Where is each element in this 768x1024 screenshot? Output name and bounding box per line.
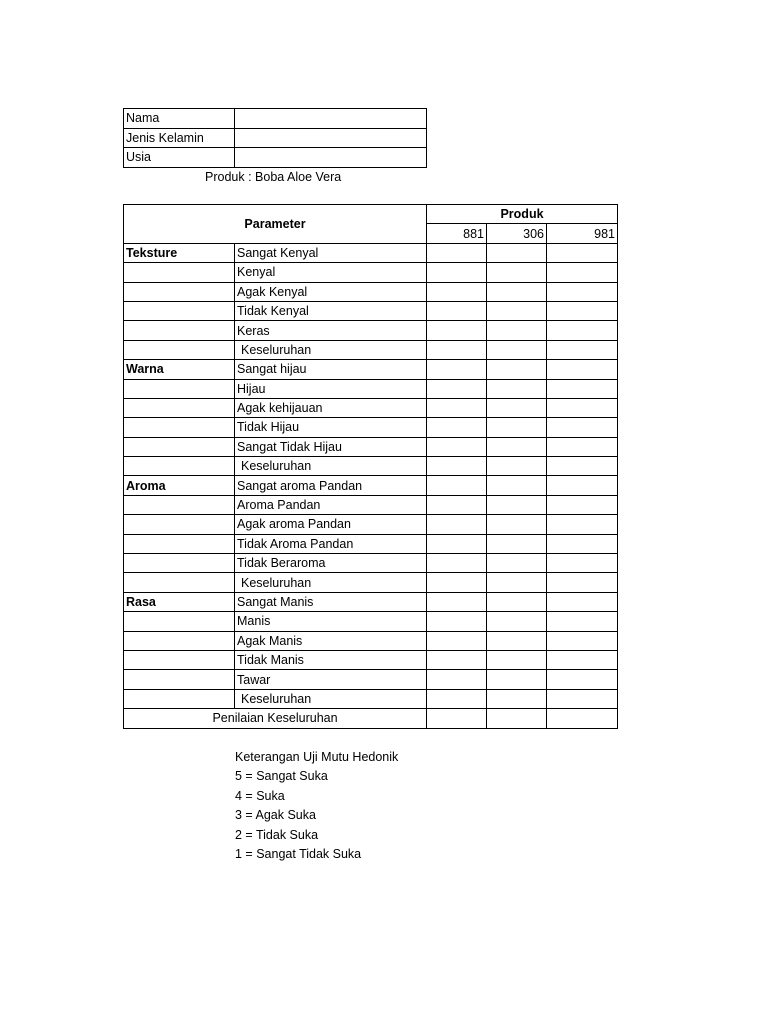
option-row	[124, 437, 618, 456]
group-name-empty	[124, 340, 235, 359]
score-cell[interactable]	[487, 554, 547, 573]
score-cell[interactable]	[547, 689, 618, 708]
group-name-empty	[124, 282, 235, 301]
group-name-empty	[124, 437, 235, 456]
group-name-empty	[124, 612, 235, 631]
legend-item: 5 = Sangat Suka	[235, 769, 328, 784]
option-label: Sangat Kenyal	[235, 243, 427, 262]
group-name: Aroma	[124, 476, 235, 495]
product-code: 306	[487, 224, 547, 243]
option-label: Sangat hijau	[235, 360, 427, 379]
group-name-empty	[124, 689, 235, 708]
overall-row	[124, 573, 618, 592]
hedonic-scoring-table	[123, 204, 618, 729]
legend-item: 2 = Tidak Suka	[235, 827, 319, 842]
group-name-empty	[124, 379, 235, 398]
option-label: Sangat Manis	[235, 592, 427, 611]
option-row	[124, 534, 618, 553]
score-cell[interactable]	[487, 631, 547, 650]
overall-row	[124, 689, 618, 708]
option-row	[124, 515, 618, 534]
group-name: Teksture	[124, 243, 235, 262]
score-cell[interactable]	[487, 321, 547, 340]
group-name-empty	[124, 670, 235, 689]
score-cell[interactable]	[427, 321, 487, 340]
score-cell[interactable]	[487, 515, 547, 534]
option-label: Agak Kenyal	[235, 282, 427, 301]
score-cell[interactable]	[487, 650, 547, 669]
score-cell[interactable]	[427, 437, 487, 456]
score-cell[interactable]	[547, 360, 618, 379]
score-cell[interactable]	[487, 612, 547, 631]
option-label: Tidak Kenyal	[235, 301, 427, 320]
group-name-empty	[124, 301, 235, 320]
score-cell[interactable]	[547, 573, 618, 592]
score-cell[interactable]	[487, 301, 547, 320]
identity-row-jenis-kelamin	[124, 128, 427, 148]
group-name-empty	[124, 321, 235, 340]
score-cell[interactable]	[427, 418, 487, 437]
group-name-empty	[124, 554, 235, 573]
option-label: Tidak Hijau	[235, 418, 427, 437]
score-cell[interactable]	[427, 670, 487, 689]
score-cell[interactable]	[547, 263, 618, 282]
score-cell[interactable]	[487, 360, 547, 379]
option-label: Agak kehijauan	[235, 398, 427, 417]
option-row	[124, 554, 618, 573]
legend-title: Keterangan Uji Mutu Hedonik	[235, 750, 399, 764]
identity-value-field[interactable]	[235, 128, 427, 148]
option-row	[124, 398, 618, 417]
product-caption: Produk : Boba Aloe Vera	[205, 170, 342, 184]
option-row	[124, 263, 618, 282]
score-cell[interactable]	[487, 437, 547, 456]
overall-label: Keseluruhan	[235, 340, 427, 359]
group-name-empty	[124, 534, 235, 553]
legend-item: 4 = Suka	[235, 788, 285, 803]
score-cell[interactable]	[547, 670, 618, 689]
score-cell[interactable]	[487, 418, 547, 437]
score-cell[interactable]	[547, 650, 618, 669]
score-cell[interactable]	[547, 301, 618, 320]
legend-item: 3 = Agak Suka	[235, 808, 316, 823]
score-cell[interactable]	[547, 709, 618, 728]
group-name-empty	[124, 573, 235, 592]
score-cell[interactable]	[547, 554, 618, 573]
score-cell[interactable]	[427, 379, 487, 398]
identity-value-field[interactable]	[235, 109, 427, 129]
option-row	[124, 650, 618, 669]
option-row	[124, 360, 618, 379]
score-cell[interactable]	[487, 573, 547, 592]
option-row	[124, 379, 618, 398]
group-name-empty	[124, 263, 235, 282]
option-row	[124, 282, 618, 301]
option-label: Agak aroma Pandan	[235, 515, 427, 534]
score-cell[interactable]	[547, 398, 618, 417]
score-cell[interactable]	[427, 340, 487, 359]
option-row	[124, 301, 618, 320]
group-name-empty	[124, 457, 235, 476]
score-cell[interactable]	[547, 612, 618, 631]
identity-row-usia	[124, 148, 427, 168]
score-cell[interactable]	[427, 554, 487, 573]
option-label: Agak Manis	[235, 631, 427, 650]
score-cell[interactable]	[427, 631, 487, 650]
score-cell[interactable]	[427, 573, 487, 592]
score-cell[interactable]	[487, 689, 547, 708]
overall-label: Keseluruhan	[235, 457, 427, 476]
option-row	[124, 418, 618, 437]
score-cell[interactable]	[487, 534, 547, 553]
group-name-empty	[124, 631, 235, 650]
score-cell[interactable]	[487, 263, 547, 282]
score-cell[interactable]	[547, 437, 618, 456]
group-name: Rasa	[124, 592, 235, 611]
score-cell[interactable]	[427, 515, 487, 534]
score-cell[interactable]	[427, 457, 487, 476]
group-name-empty	[124, 495, 235, 514]
score-cell[interactable]	[547, 476, 618, 495]
score-cell[interactable]	[427, 650, 487, 669]
score-cell[interactable]	[487, 340, 547, 359]
overall-row	[124, 457, 618, 476]
score-cell[interactable]	[487, 282, 547, 301]
group-name-empty	[124, 515, 235, 534]
score-cell[interactable]	[427, 612, 487, 631]
score-cell[interactable]	[487, 670, 547, 689]
option-label: Hijau	[235, 379, 427, 398]
group-name-empty	[124, 650, 235, 669]
score-cell[interactable]	[547, 534, 618, 553]
option-label: Tawar	[235, 670, 427, 689]
score-cell[interactable]	[547, 495, 618, 514]
respondent-identity-table	[123, 108, 427, 168]
option-label: Sangat aroma Pandan	[235, 476, 427, 495]
option-label: Manis	[235, 612, 427, 631]
score-cell[interactable]	[427, 282, 487, 301]
option-label: Aroma Pandan	[235, 495, 427, 514]
option-row	[124, 476, 618, 495]
group-name-empty	[124, 418, 235, 437]
final-overall-label: Penilaian Keseluruhan	[124, 709, 427, 728]
score-cell[interactable]	[487, 457, 547, 476]
score-cell[interactable]	[547, 457, 618, 476]
score-cell[interactable]	[427, 398, 487, 417]
option-row	[124, 670, 618, 689]
score-cell[interactable]	[547, 282, 618, 301]
score-cell[interactable]	[487, 398, 547, 417]
score-cell[interactable]	[487, 592, 547, 611]
score-cell[interactable]	[547, 592, 618, 611]
score-cell[interactable]	[547, 418, 618, 437]
score-cell[interactable]	[427, 709, 487, 728]
final-overall-row	[124, 709, 618, 728]
score-cell[interactable]	[487, 379, 547, 398]
legend-item: 1 = Sangat Tidak Suka	[235, 846, 362, 861]
option-row	[124, 321, 618, 340]
product-code: 881	[427, 224, 487, 243]
score-cell[interactable]	[427, 263, 487, 282]
score-cell[interactable]	[427, 360, 487, 379]
product-code: 981	[547, 224, 618, 243]
score-cell[interactable]	[487, 476, 547, 495]
option-label: Kenyal	[235, 263, 427, 282]
score-cell[interactable]	[427, 476, 487, 495]
identity-value-field[interactable]	[235, 148, 427, 168]
group-name-empty	[124, 398, 235, 417]
score-cell[interactable]	[487, 495, 547, 514]
overall-row	[124, 340, 618, 359]
score-cell[interactable]	[427, 301, 487, 320]
option-row	[124, 612, 618, 631]
group-name: Warna	[124, 360, 235, 379]
option-label: Keras	[235, 321, 427, 340]
identity-label: Jenis Kelamin	[124, 128, 235, 148]
score-cell[interactable]	[547, 515, 618, 534]
option-label: Sangat Tidak Hijau	[235, 437, 427, 456]
score-cell[interactable]	[487, 709, 547, 728]
score-cell[interactable]	[487, 243, 547, 262]
score-cell[interactable]	[547, 243, 618, 262]
score-cell[interactable]	[547, 321, 618, 340]
score-cell[interactable]	[427, 534, 487, 553]
parameter-header: Parameter	[124, 205, 427, 244]
option-row	[124, 592, 618, 611]
option-row	[124, 631, 618, 650]
option-label: Tidak Aroma Pandan	[235, 534, 427, 553]
identity-label: Nama	[124, 109, 235, 129]
hedonic-legend	[235, 748, 398, 864]
option-label: Tidak Beraroma	[235, 554, 427, 573]
overall-label: Keseluruhan	[235, 689, 427, 708]
score-cell[interactable]	[547, 340, 618, 359]
header-row	[124, 205, 618, 224]
option-row	[124, 495, 618, 514]
produk-header: Produk	[427, 205, 618, 224]
score-cell[interactable]	[427, 592, 487, 611]
identity-label: Usia	[124, 148, 235, 168]
score-cell[interactable]	[427, 689, 487, 708]
score-cell[interactable]	[427, 243, 487, 262]
identity-row-nama	[124, 109, 427, 129]
overall-label: Keseluruhan	[235, 573, 427, 592]
option-label: Tidak Manis	[235, 650, 427, 669]
option-row	[124, 243, 618, 262]
score-cell[interactable]	[427, 495, 487, 514]
score-cell[interactable]	[547, 379, 618, 398]
score-cell[interactable]	[547, 631, 618, 650]
